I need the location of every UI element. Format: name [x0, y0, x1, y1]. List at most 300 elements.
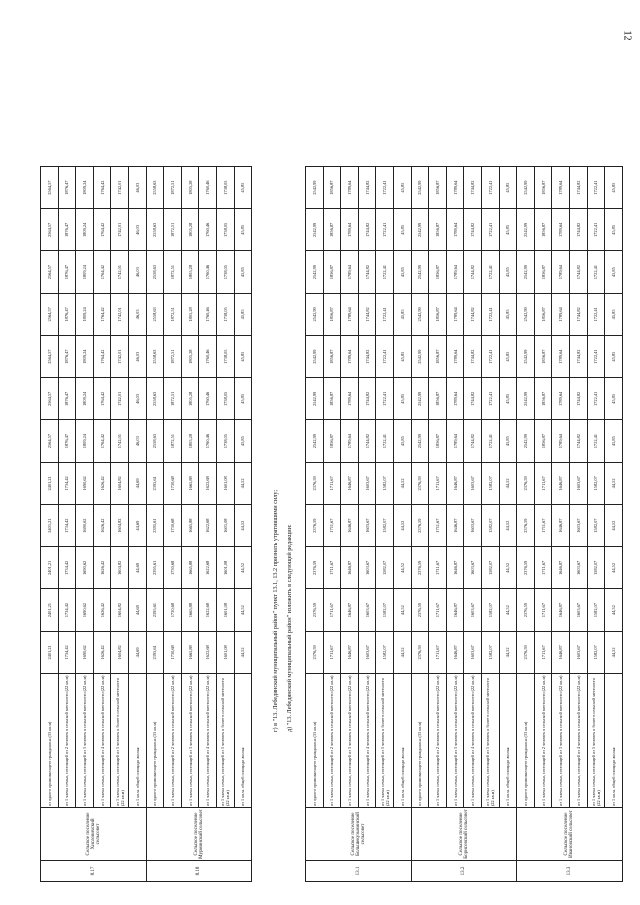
tariff-value: 45,85 [393, 378, 411, 420]
tariff-value: 1872,51 [164, 251, 182, 293]
tariff-value: 1764,42 [93, 336, 111, 378]
norm-description: из одного проживающего гражданина (33 кв.м) [41, 674, 59, 808]
tariff-value: 1789,64 [341, 167, 359, 209]
tariff-value: 1805,28 [181, 420, 199, 462]
tariff-value: 1722,41 [376, 336, 394, 378]
tariff-value: 45,85 [393, 336, 411, 378]
table-row [76, 167, 94, 882]
tariff-value: 1646,87 [341, 589, 359, 631]
norm-description: из 1 члена семьи, состоящей из 2 человек в сельской местности (22 кв.м) [323, 674, 341, 808]
tariff-value: 45,85 [605, 420, 623, 462]
row-index: 13.1 [306, 861, 412, 882]
tariff-value: 1665,88 [181, 631, 199, 673]
tariff-value: 1582,07 [481, 462, 499, 504]
tariff-value: 1603,67 [464, 589, 482, 631]
tariff-value: 1789,64 [552, 167, 570, 209]
tariff-value: 2401,21 [41, 462, 59, 504]
tariff-value: 1603,67 [464, 505, 482, 547]
tariff-value: 46,03 [128, 336, 146, 378]
tariff-value: 1646,87 [341, 462, 359, 504]
row-index: 13.3 [517, 861, 623, 882]
tariff-value: 2558,63 [146, 209, 164, 251]
tariff-table-top [40, 166, 252, 882]
tariff-value: 1711,67 [429, 505, 447, 547]
tariff-value: 1856,87 [323, 336, 341, 378]
norm-description: из одного проживающего гражданина (33 кв.м) [517, 674, 535, 808]
norm-description: из 1 члена семьи, состоящей из 4 человек в сельской местности (22 кв.м) [358, 674, 376, 808]
tariff-value: 46,03 [128, 293, 146, 335]
tariff-value: 1582,07 [587, 547, 605, 589]
tariff-value: 1760,46 [199, 209, 217, 251]
tariff-value: 1764,42 [93, 251, 111, 293]
norm-description: из 1 кв.м. общей площади жилья [234, 674, 252, 808]
tariff-value: 1744,82 [569, 251, 587, 293]
tariff-value: 1646,87 [341, 505, 359, 547]
tariff-value: 1856,87 [429, 420, 447, 462]
tariff-value: 1722,41 [481, 251, 499, 293]
norm-description: из 1 члена семьи, состоящей из 3 человек в сельской местности (22 кв.м) [552, 674, 570, 808]
tariff-value: 2542,99 [306, 209, 324, 251]
tariff-value: 45,85 [234, 209, 252, 251]
tariff-table-bottom [305, 166, 623, 882]
page-number: 12 [621, 30, 633, 41]
tariff-value: 1626,42 [93, 589, 111, 631]
tariff-value: 1805,28 [181, 336, 199, 378]
tariff-value: 1646,87 [552, 505, 570, 547]
tariff-value: 1744,82 [464, 251, 482, 293]
tariff-value: 44,52 [234, 462, 252, 504]
table-row [376, 167, 394, 882]
tariff-value: 44,52 [605, 462, 623, 504]
tariff-value: 2542,99 [306, 251, 324, 293]
tariff-value: 1604,82 [111, 631, 129, 673]
norm-description: из одного проживающего гражданина (33 кв.м) [146, 674, 164, 808]
tariff-value: 1711,67 [429, 589, 447, 631]
norm-description: из 1 члена семьи, состоящей из 2 человек в сельской местности (22 кв.м) [534, 674, 552, 808]
tariff-value: 1690,62 [76, 589, 94, 631]
tariff-value: 1876,47 [58, 378, 76, 420]
table-row [481, 167, 499, 882]
tariff-value: 44,52 [393, 631, 411, 673]
tariff-value: 1603,67 [569, 589, 587, 631]
tariff-value: 2542,99 [517, 209, 535, 251]
tariff-value: 1604,82 [111, 462, 129, 504]
tariff-value: 1626,42 [93, 631, 111, 673]
table-row [111, 167, 129, 882]
tariff-value: 2542,99 [306, 167, 324, 209]
tariff-value: 1582,07 [481, 631, 499, 673]
tariff-value: 45,85 [393, 209, 411, 251]
tariff-value: 1856,87 [429, 251, 447, 293]
tariff-value: 44,52 [393, 547, 411, 589]
tariff-value: 44,52 [499, 462, 517, 504]
tariff-value: 1744,82 [569, 167, 587, 209]
tariff-value: 44,52 [605, 505, 623, 547]
tariff-value: 1722,41 [587, 251, 605, 293]
tariff-value: 1603,67 [358, 631, 376, 673]
table-row [499, 167, 517, 882]
tariff-value: 1665,88 [181, 547, 199, 589]
norm-description: из 1 члена семьи, состоящей из 3 человек в сельской местности (22 кв.м) [181, 674, 199, 808]
tariff-value: 2395,61 [146, 547, 164, 589]
row-index: 8.17 [41, 861, 147, 882]
tariff-value: 44,52 [234, 589, 252, 631]
landscape-content [40, 40, 616, 882]
tariff-value: 1789,64 [341, 336, 359, 378]
tariff-value: 1742,01 [111, 251, 129, 293]
tariff-value: 2401,21 [41, 505, 59, 547]
tariff-value: 1789,64 [446, 167, 464, 209]
tariff-value: 1856,87 [534, 378, 552, 420]
tariff-value: 1722,41 [376, 167, 394, 209]
tariff-value: 1626,42 [93, 505, 111, 547]
tariff-value: 44,52 [393, 462, 411, 504]
tariff-value: 2376,59 [306, 547, 324, 589]
tariff-value: 1734,42 [58, 505, 76, 547]
tariff-value: 1711,67 [534, 589, 552, 631]
tariff-value: 1764,42 [93, 378, 111, 420]
tariff-value: 1603,67 [569, 631, 587, 673]
tariff-value: 1665,88 [181, 505, 199, 547]
tariff-value: 1582,07 [481, 589, 499, 631]
norm-description: из 1 члена семьи, состоящей из 5 человек и более в сельской местности (22 кв.м) [216, 674, 234, 808]
tariff-value: 1876,47 [58, 336, 76, 378]
tariff-value: 1856,87 [534, 336, 552, 378]
tariff-value: 1603,67 [358, 589, 376, 631]
tariff-value: 1646,87 [446, 631, 464, 673]
table-row [464, 167, 482, 882]
tariff-value: 2395,61 [146, 462, 164, 504]
tariff-value: 45,85 [499, 336, 517, 378]
tariff-value: 1603,67 [358, 462, 376, 504]
table-row [429, 167, 447, 882]
tariff-value: 1603,67 [569, 547, 587, 589]
tariff-value: 1601,08 [216, 505, 234, 547]
tariff-value: 1722,41 [587, 336, 605, 378]
tariff-value: 1711,67 [534, 505, 552, 547]
tariff-value: 1744,82 [569, 293, 587, 335]
tariff-value: 2542,99 [411, 420, 429, 462]
tariff-value: 1856,87 [534, 420, 552, 462]
tariff-value: 1809,24 [76, 336, 94, 378]
tariff-value: 1764,42 [93, 209, 111, 251]
tariff-value: 1582,07 [376, 505, 394, 547]
tariff-value: 44,69 [128, 462, 146, 504]
norm-description: из одного проживающего гражданина (33 кв.м) [306, 674, 324, 808]
tariff-value: 1789,64 [446, 420, 464, 462]
tariff-value: 1734,42 [58, 547, 76, 589]
norm-description: из 1 члена семьи, состоящей из 3 человек в сельской местности (22 кв.м) [76, 674, 94, 808]
tariff-value: 2542,99 [517, 336, 535, 378]
tariff-value: 1738,05 [216, 336, 234, 378]
tariff-value: 1789,64 [446, 336, 464, 378]
tariff-value: 2564,57 [41, 336, 59, 378]
tariff-value: 1789,64 [341, 378, 359, 420]
tariff-value: 46,03 [128, 167, 146, 209]
tariff-value: 45,85 [605, 293, 623, 335]
tariff-value: 1856,87 [429, 336, 447, 378]
tariff-value: 1856,87 [323, 251, 341, 293]
tariff-value: 1711,67 [429, 547, 447, 589]
tariff-value: 1789,64 [341, 209, 359, 251]
tariff-value: 1582,07 [376, 631, 394, 673]
tariff-value: 44,52 [605, 631, 623, 673]
tariff-value: 1722,41 [587, 293, 605, 335]
tariff-value: 1744,82 [358, 251, 376, 293]
tariff-value: 1744,82 [569, 378, 587, 420]
tariff-value: 45,85 [499, 167, 517, 209]
tariff-value: 2542,99 [411, 293, 429, 335]
tariff-value: 44,52 [499, 505, 517, 547]
table-row [128, 167, 146, 882]
tariff-value: 1856,87 [534, 251, 552, 293]
tariff-value: 1604,82 [111, 505, 129, 547]
table-row [181, 167, 199, 882]
table-row [41, 167, 59, 882]
tariff-value: 1764,42 [93, 293, 111, 335]
tariff-value: 1789,64 [552, 209, 570, 251]
tariff-value: 1665,88 [181, 462, 199, 504]
tariff-value: 1690,62 [76, 631, 94, 673]
tariff-value: 1789,64 [446, 378, 464, 420]
tariff-value: 1690,62 [76, 547, 94, 589]
norm-description: из 1 члена семьи, состоящей из 5 человек и более в сельской местности (22 кв.м) [587, 674, 605, 808]
tariff-value: 1646,87 [552, 589, 570, 631]
tariff-value: 1789,64 [552, 336, 570, 378]
tariff-value: 1760,46 [199, 378, 217, 420]
tariff-value: 1622,68 [199, 505, 217, 547]
tariff-value: 1601,08 [216, 589, 234, 631]
norm-description: из 1 кв.м. общей площади жилья [499, 674, 517, 808]
settlement-name: Сельское поселение Борисовский сельсовет [411, 808, 517, 861]
tariff-value: 1622,68 [199, 462, 217, 504]
tariff-value: 44,52 [499, 547, 517, 589]
tariff-value: 1722,41 [376, 251, 394, 293]
tariff-value: 1789,64 [341, 293, 359, 335]
tariff-value: 2376,59 [411, 589, 429, 631]
tariff-value: 1601,08 [216, 631, 234, 673]
tariff-value: 2376,59 [306, 505, 324, 547]
tariff-value: 2542,99 [306, 420, 324, 462]
tariff-value: 46,03 [128, 420, 146, 462]
tariff-value: 1809,24 [76, 251, 94, 293]
tariff-value: 1744,82 [358, 209, 376, 251]
tariff-value: 1730,68 [164, 547, 182, 589]
tariff-value: 1601,08 [216, 547, 234, 589]
tariff-value: 1738,05 [216, 209, 234, 251]
table-row [146, 167, 164, 882]
tariff-value: 1742,01 [111, 420, 129, 462]
tariff-value: 1789,64 [552, 378, 570, 420]
tariff-value: 1711,67 [429, 631, 447, 673]
tariff-value: 2542,99 [517, 378, 535, 420]
tariff-value: 1809,24 [76, 378, 94, 420]
tariff-value: 1738,05 [216, 378, 234, 420]
tariff-value: 1734,42 [58, 631, 76, 673]
tariff-value: 45,85 [605, 251, 623, 293]
tariff-value: 1690,62 [76, 462, 94, 504]
tariff-value: 2564,57 [41, 378, 59, 420]
tariff-value: 1582,07 [376, 462, 394, 504]
tariff-value: 1738,05 [216, 293, 234, 335]
tariff-value: 2558,63 [146, 378, 164, 420]
tariff-value: 1856,87 [534, 209, 552, 251]
tariff-value: 44,69 [128, 631, 146, 673]
tariff-value: 2376,59 [517, 631, 535, 673]
tariff-value: 2376,59 [411, 462, 429, 504]
tariff-value: 2401,21 [41, 589, 59, 631]
tariff-value: 2542,99 [411, 167, 429, 209]
table-row [58, 167, 76, 882]
tariff-value: 1711,67 [534, 547, 552, 589]
tariff-value: 2401,21 [41, 547, 59, 589]
tariff-value: 1789,64 [341, 251, 359, 293]
tariff-value: 1744,82 [464, 209, 482, 251]
tariff-value: 1744,82 [464, 378, 482, 420]
norm-description: из 1 кв.м. общей площади жилья [128, 674, 146, 808]
tariff-value: 2564,57 [41, 251, 59, 293]
tariff-value: 1711,67 [323, 505, 341, 547]
tariff-value: 44,69 [128, 505, 146, 547]
tariff-value: 44,52 [393, 589, 411, 631]
tariff-value: 2376,59 [411, 631, 429, 673]
tariff-value: 1711,67 [323, 547, 341, 589]
tariff-value: 1603,67 [569, 505, 587, 547]
row-index: 8.18 [146, 861, 252, 882]
tariff-value: 1744,82 [358, 293, 376, 335]
norm-description: из 1 кв.м. общей площади жилья [393, 674, 411, 808]
tariff-value: 1856,87 [323, 167, 341, 209]
tariff-value: 1760,46 [199, 251, 217, 293]
tariff-value: 1665,88 [181, 589, 199, 631]
tariff-value: 2376,59 [517, 547, 535, 589]
tariff-value: 1711,67 [534, 462, 552, 504]
norm-description: из 1 кв.м. общей площади жилья [605, 674, 623, 808]
tariff-value: 1722,41 [481, 293, 499, 335]
tariff-value: 2542,99 [306, 293, 324, 335]
tariff-value: 1730,68 [164, 631, 182, 673]
tariff-value: 1722,41 [376, 420, 394, 462]
table-row [306, 167, 324, 882]
tariff-value: 1711,67 [323, 631, 341, 673]
tariff-value: 2542,99 [411, 378, 429, 420]
tariff-value: 45,85 [393, 293, 411, 335]
tariff-value: 1722,41 [376, 378, 394, 420]
tariff-value: 44,52 [605, 589, 623, 631]
tariff-value: 1730,68 [164, 462, 182, 504]
tariff-value: 1626,42 [93, 547, 111, 589]
norm-description: из 1 члена семьи, состоящей из 4 человек в сельской местности (22 кв.м) [93, 674, 111, 808]
tariff-value: 1872,51 [164, 336, 182, 378]
norm-description: из 1 члена семьи, состоящей из 2 человек в сельской местности (22 кв.м) [164, 674, 182, 808]
tariff-value: 1603,67 [358, 505, 376, 547]
tariff-value: 2564,57 [41, 293, 59, 335]
tariff-value: 1742,01 [111, 293, 129, 335]
tariff-value: 1646,87 [446, 547, 464, 589]
tariff-value: 1582,07 [376, 589, 394, 631]
tariff-value: 1722,41 [481, 209, 499, 251]
tariff-value: 45,85 [499, 209, 517, 251]
settlement-name: Сельское поселение Хисловичский сельсовет [41, 808, 147, 861]
tariff-value: 44,52 [234, 631, 252, 673]
tariff-value: 1604,82 [111, 589, 129, 631]
tariff-value: 2542,99 [306, 336, 324, 378]
tariff-value: 1856,87 [323, 420, 341, 462]
tariff-value: 2558,63 [146, 251, 164, 293]
tariff-value: 44,52 [499, 589, 517, 631]
table-row [587, 167, 605, 882]
tariff-value: 2376,59 [411, 505, 429, 547]
tariff-value: 1722,41 [481, 336, 499, 378]
tariff-value: 1734,42 [58, 462, 76, 504]
tariff-value: 1744,82 [569, 420, 587, 462]
tariff-value: 1603,67 [358, 547, 376, 589]
tariff-value: 44,52 [393, 505, 411, 547]
tariff-value: 1872,51 [164, 209, 182, 251]
tariff-value: 2376,59 [517, 505, 535, 547]
table-row [393, 167, 411, 882]
tariff-value: 44,52 [234, 505, 252, 547]
norm-description: из 1 члена семьи, состоящей из 4 человек в сельской местности (22 кв.м) [464, 674, 482, 808]
tariff-value: 1789,64 [446, 209, 464, 251]
table-row [199, 167, 217, 882]
tariff-value: 45,85 [499, 420, 517, 462]
tariff-value: 1734,42 [58, 589, 76, 631]
tariff-value: 45,85 [499, 378, 517, 420]
tariff-value: 45,85 [605, 167, 623, 209]
tariff-value: 1744,82 [464, 420, 482, 462]
tariff-value: 1722,41 [481, 167, 499, 209]
tariff-value: 1582,07 [587, 589, 605, 631]
table-row [216, 167, 234, 882]
tariff-value: 2542,99 [411, 251, 429, 293]
tariff-value: 1742,01 [111, 336, 129, 378]
table-row [411, 167, 429, 882]
tariff-value: 46,03 [128, 378, 146, 420]
tariff-value: 1603,67 [464, 547, 482, 589]
tariff-value: 2542,99 [517, 293, 535, 335]
tariff-value: 2395,61 [146, 589, 164, 631]
tariff-value: 1805,28 [181, 251, 199, 293]
tariff-value: 1646,87 [341, 547, 359, 589]
tariff-value: 1626,42 [93, 462, 111, 504]
tariff-value: 1646,87 [552, 462, 570, 504]
tariff-value: 1744,82 [569, 209, 587, 251]
amendment-line-d: д) "13. Лебедянский муниципальный район" изложить в следующей редакции: [286, 524, 293, 732]
table-row [341, 167, 359, 882]
tariff-value: 1582,07 [481, 547, 499, 589]
tariff-value: 1582,07 [587, 631, 605, 673]
tariff-value: 44,69 [128, 589, 146, 631]
tariff-value: 1744,82 [464, 167, 482, 209]
tariff-value: 1711,67 [534, 631, 552, 673]
tariff-value: 1872,51 [164, 167, 182, 209]
tariff-value: 1856,87 [323, 378, 341, 420]
tariff-value: 1690,62 [76, 505, 94, 547]
tariff-value: 44,52 [605, 547, 623, 589]
tariff-value: 1646,87 [446, 589, 464, 631]
tariff-value: 1646,87 [446, 462, 464, 504]
tariff-value: 1604,82 [111, 547, 129, 589]
tariff-value: 1760,46 [199, 336, 217, 378]
tariff-value: 46,03 [128, 251, 146, 293]
tariff-value: 1742,01 [111, 209, 129, 251]
tariff-value: 1872,51 [164, 378, 182, 420]
tariff-value: 1809,24 [76, 293, 94, 335]
settlement-name: Сельское поселение Ивановский сельсовет [517, 808, 623, 861]
tariff-value: 1738,05 [216, 251, 234, 293]
tariff-value: 45,85 [499, 293, 517, 335]
